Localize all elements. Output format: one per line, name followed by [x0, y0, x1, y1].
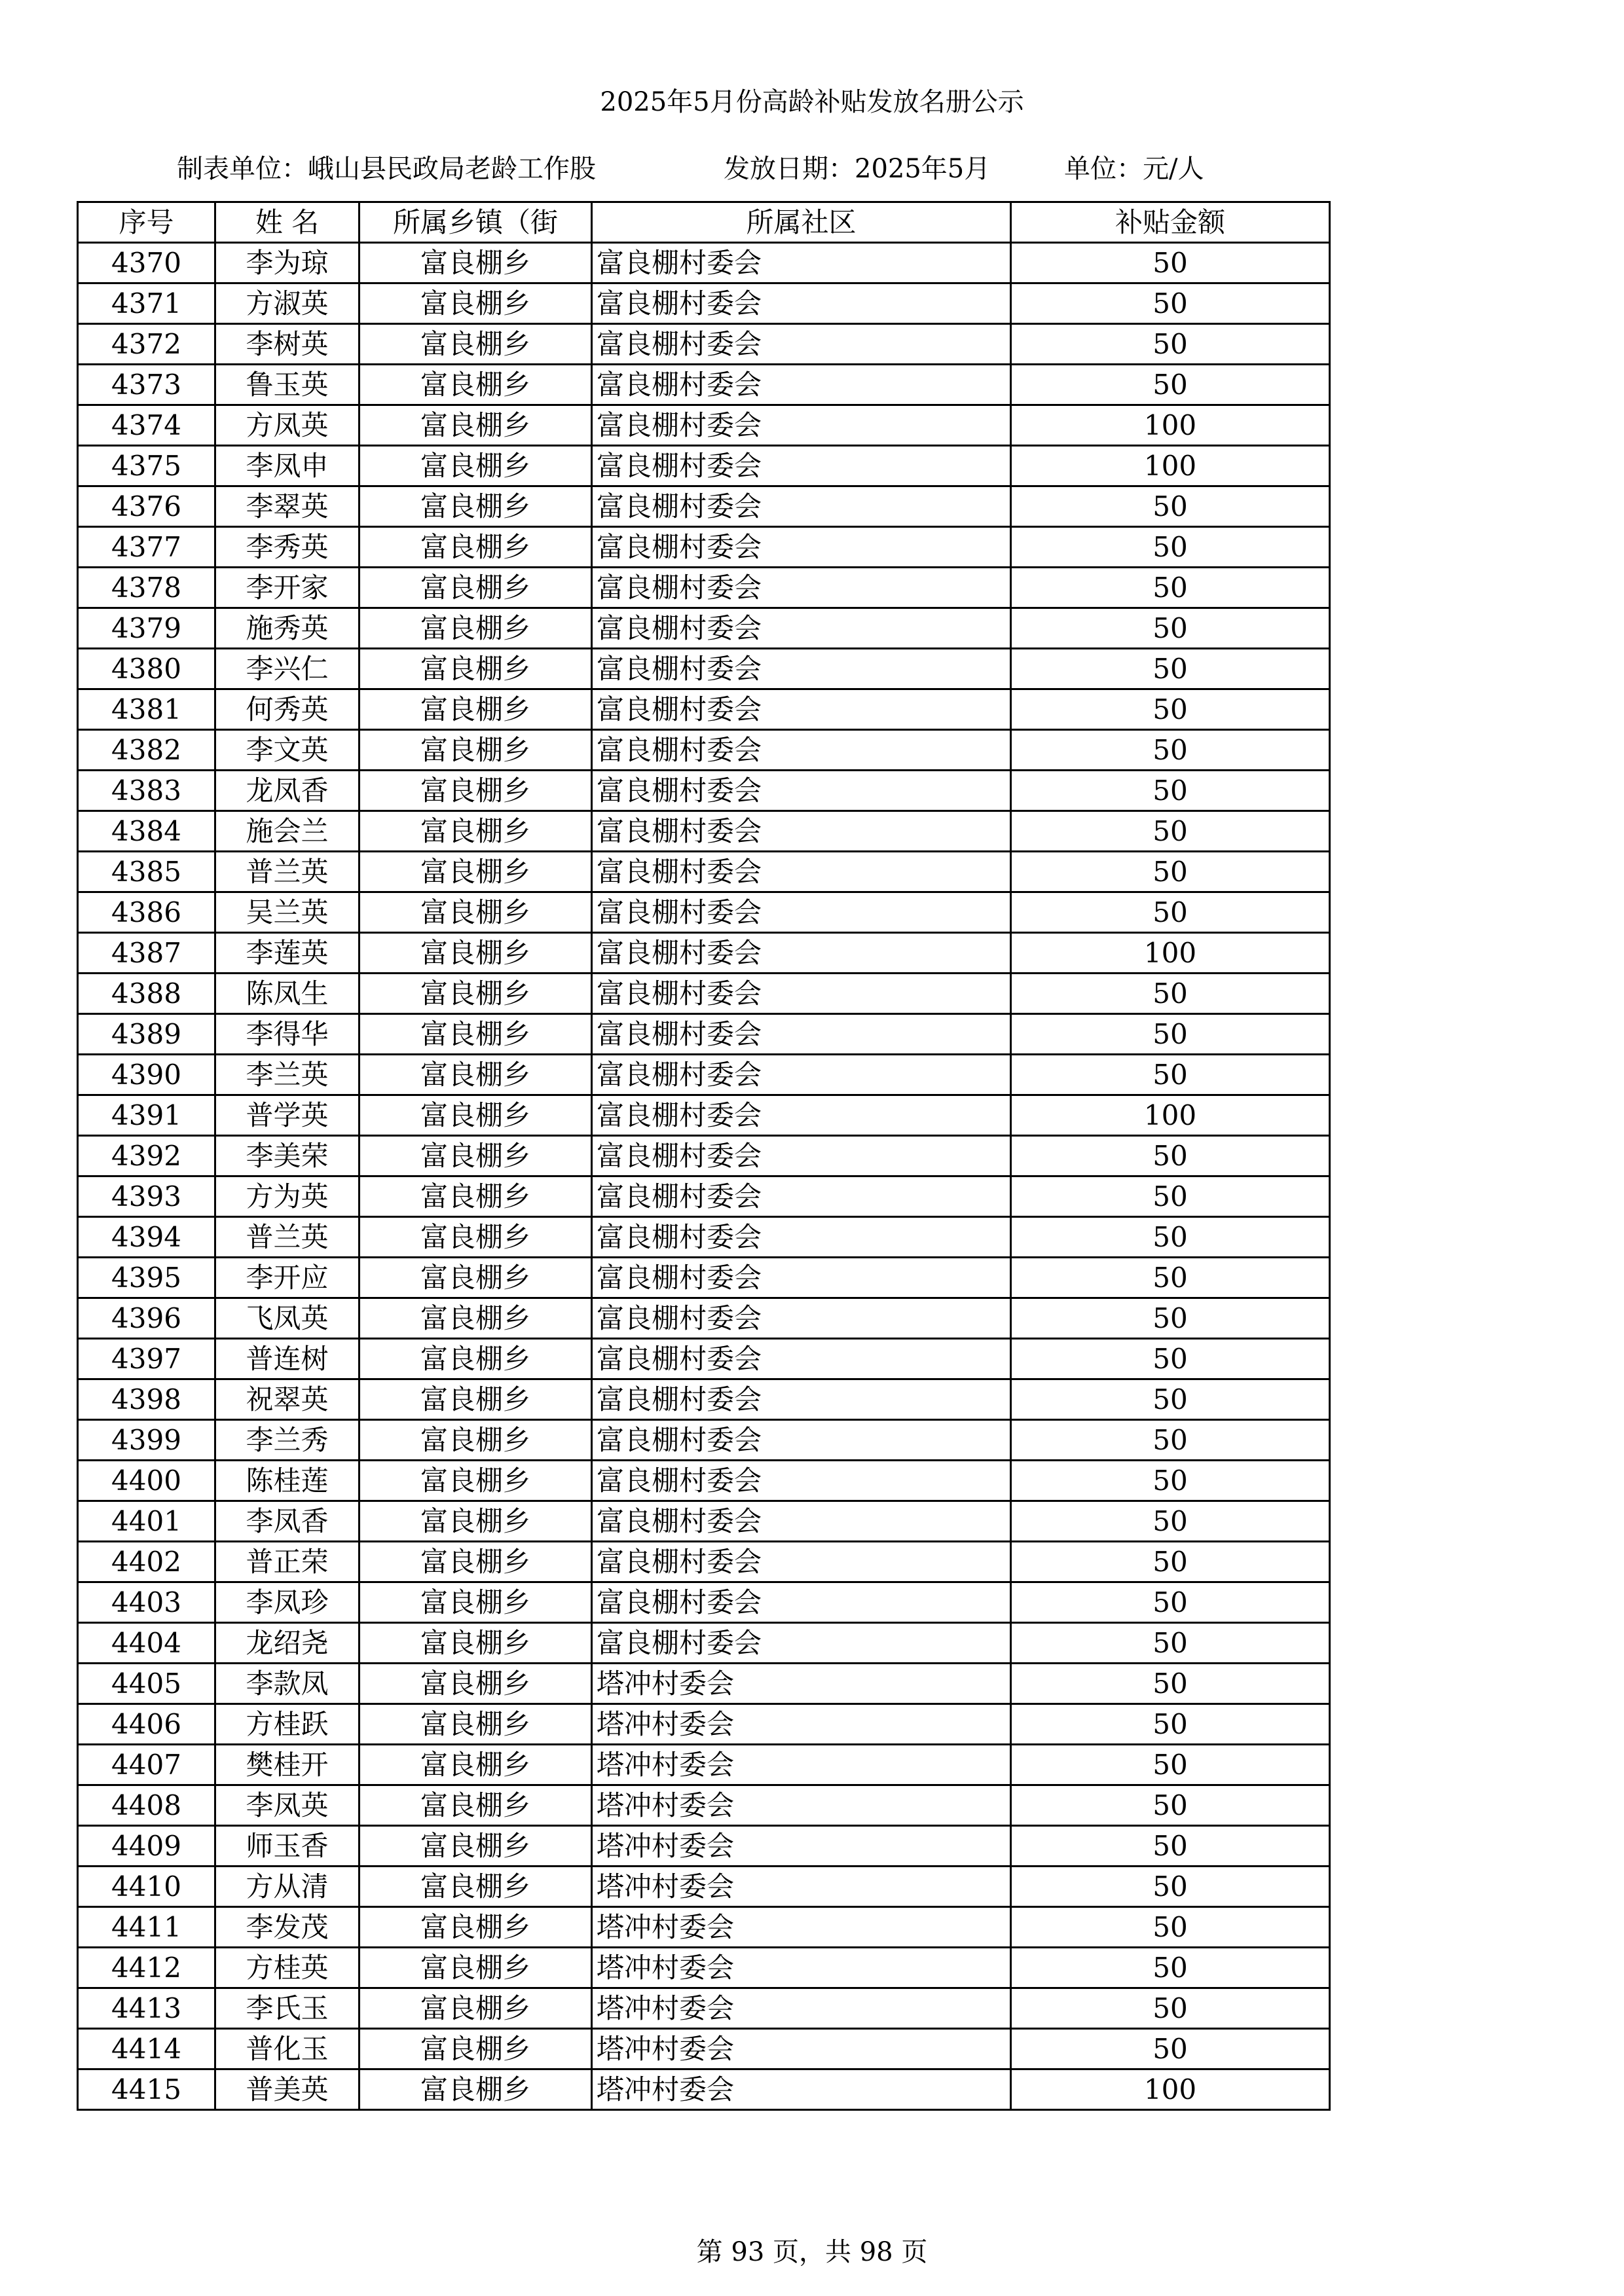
row-town: 富良棚乡 — [360, 1379, 592, 1420]
document-title: 2025年5月份高龄补贴发放名册公示 — [600, 87, 1024, 117]
row-seq: 4399 — [78, 1420, 215, 1461]
row-community: 富良棚村委会 — [592, 1014, 1011, 1055]
row-community: 富良棚村委会 — [592, 1461, 1011, 1501]
row-amount: 50 — [1011, 1217, 1330, 1258]
table-row — [78, 1461, 1330, 1501]
row-name: 普连树 — [215, 1339, 360, 1379]
table-row — [78, 771, 1330, 811]
row-amount: 50 — [1011, 1298, 1330, 1339]
row-amount: 50 — [1011, 1136, 1330, 1176]
row-seq: 4406 — [78, 1704, 215, 1745]
row-seq: 4398 — [78, 1379, 215, 1420]
row-community: 塔冲村委会 — [592, 1826, 1011, 1867]
table-row — [78, 1988, 1330, 2029]
row-name: 方为英 — [215, 1176, 360, 1217]
table-row — [78, 1055, 1330, 1095]
row-community: 富良棚村委会 — [592, 730, 1011, 771]
row-name: 方淑英 — [215, 283, 360, 324]
row-community: 塔冲村委会 — [592, 1664, 1011, 1704]
row-seq: 4384 — [78, 811, 215, 852]
row-seq: 4380 — [78, 649, 215, 689]
row-amount: 100 — [1011, 2069, 1330, 2110]
row-community: 富良棚村委会 — [592, 1055, 1011, 1095]
row-town: 富良棚乡 — [360, 1582, 592, 1623]
row-name: 李开应 — [215, 1258, 360, 1298]
row-community: 富良棚村委会 — [592, 771, 1011, 811]
row-amount: 50 — [1011, 1907, 1330, 1948]
table-row — [78, 1379, 1330, 1420]
table-row — [78, 568, 1330, 608]
row-town: 富良棚乡 — [360, 568, 592, 608]
row-amount: 100 — [1011, 405, 1330, 446]
table-row — [78, 1136, 1330, 1176]
table-row — [78, 1704, 1330, 1745]
row-seq: 4375 — [78, 446, 215, 486]
row-town: 富良棚乡 — [360, 1014, 592, 1055]
row-amount: 50 — [1011, 1379, 1330, 1420]
row-name: 李凤香 — [215, 1501, 360, 1542]
row-community: 富良棚村委会 — [592, 892, 1011, 933]
row-community: 富良棚村委会 — [592, 1623, 1011, 1664]
table-row — [78, 486, 1330, 527]
row-community: 塔冲村委会 — [592, 1745, 1011, 1785]
row-town: 富良棚乡 — [360, 1217, 592, 1258]
row-amount: 50 — [1011, 2029, 1330, 2069]
row-amount: 100 — [1011, 446, 1330, 486]
row-name: 李翠英 — [215, 486, 360, 527]
row-seq: 4379 — [78, 608, 215, 649]
row-seq: 4370 — [78, 243, 215, 283]
row-name: 李为琼 — [215, 243, 360, 283]
row-name: 李凤珍 — [215, 1582, 360, 1623]
row-community: 富良棚村委会 — [592, 1501, 1011, 1542]
row-town: 富良棚乡 — [360, 1867, 592, 1907]
table-row — [78, 1258, 1330, 1298]
row-amount: 50 — [1011, 1461, 1330, 1501]
row-community: 富良棚村委会 — [592, 446, 1011, 486]
row-community: 富良棚村委会 — [592, 1217, 1011, 1258]
row-seq: 4408 — [78, 1785, 215, 1826]
row-name: 李树英 — [215, 324, 360, 365]
row-town: 富良棚乡 — [360, 852, 592, 892]
row-amount: 50 — [1011, 1623, 1330, 1664]
table-row — [78, 243, 1330, 283]
row-name: 李兰秀 — [215, 1420, 360, 1461]
row-amount: 50 — [1011, 730, 1330, 771]
row-name: 方桂跃 — [215, 1704, 360, 1745]
row-seq: 4400 — [78, 1461, 215, 1501]
row-name: 李兴仁 — [215, 649, 360, 689]
table-row — [78, 608, 1330, 649]
row-community: 塔冲村委会 — [592, 1907, 1011, 1948]
row-amount: 50 — [1011, 1867, 1330, 1907]
row-name: 祝翠英 — [215, 1379, 360, 1420]
row-seq: 4412 — [78, 1948, 215, 1988]
row-community: 富良棚村委会 — [592, 243, 1011, 283]
row-amount: 50 — [1011, 568, 1330, 608]
header-seq: 序号 — [78, 202, 215, 243]
row-town: 富良棚乡 — [360, 1988, 592, 2029]
row-name: 陈桂莲 — [215, 1461, 360, 1501]
row-town: 富良棚乡 — [360, 892, 592, 933]
row-town: 富良棚乡 — [360, 1623, 592, 1664]
row-community: 富良棚村委会 — [592, 1420, 1011, 1461]
row-community: 塔冲村委会 — [592, 1867, 1011, 1907]
row-name: 师玉香 — [215, 1826, 360, 1867]
table-row — [78, 1664, 1330, 1704]
row-seq: 4409 — [78, 1826, 215, 1867]
row-name: 李秀英 — [215, 527, 360, 568]
table-row — [78, 446, 1330, 486]
row-amount: 50 — [1011, 1420, 1330, 1461]
row-amount: 50 — [1011, 608, 1330, 649]
row-amount: 50 — [1011, 649, 1330, 689]
row-amount: 50 — [1011, 1664, 1330, 1704]
table-row — [78, 1948, 1330, 1988]
row-name: 李款凤 — [215, 1664, 360, 1704]
row-seq: 4410 — [78, 1867, 215, 1907]
row-amount: 50 — [1011, 243, 1330, 283]
amount-unit: 单位：元/人 — [1064, 154, 1204, 184]
table-row — [78, 1420, 1330, 1461]
row-community: 富良棚村委会 — [592, 568, 1011, 608]
row-community: 富良棚村委会 — [592, 1542, 1011, 1582]
table-row — [78, 1542, 1330, 1582]
row-amount: 50 — [1011, 1542, 1330, 1582]
table-row — [78, 324, 1330, 365]
row-community: 富良棚村委会 — [592, 1176, 1011, 1217]
table-row — [78, 1217, 1330, 1258]
row-name: 吴兰英 — [215, 892, 360, 933]
table-row — [78, 527, 1330, 568]
row-community: 塔冲村委会 — [592, 1988, 1011, 2029]
table-row — [78, 892, 1330, 933]
row-amount: 50 — [1011, 689, 1330, 730]
row-seq: 4383 — [78, 771, 215, 811]
row-town: 富良棚乡 — [360, 1136, 592, 1176]
row-community: 富良棚村委会 — [592, 1339, 1011, 1379]
row-town: 富良棚乡 — [360, 811, 592, 852]
row-amount: 50 — [1011, 1745, 1330, 1785]
row-community: 富良棚村委会 — [592, 689, 1011, 730]
row-community: 富良棚村委会 — [592, 1258, 1011, 1298]
row-seq: 4411 — [78, 1907, 215, 1948]
row-amount: 50 — [1011, 811, 1330, 852]
row-seq: 4395 — [78, 1258, 215, 1298]
row-amount: 50 — [1011, 527, 1330, 568]
table-row — [78, 1339, 1330, 1379]
row-town: 富良棚乡 — [360, 486, 592, 527]
row-amount: 50 — [1011, 1055, 1330, 1095]
row-amount: 50 — [1011, 1176, 1330, 1217]
row-name: 李得华 — [215, 1014, 360, 1055]
row-name: 方从清 — [215, 1867, 360, 1907]
row-amount: 50 — [1011, 974, 1330, 1014]
table-row — [78, 2029, 1330, 2069]
row-community: 富良棚村委会 — [592, 324, 1011, 365]
row-town: 富良棚乡 — [360, 1664, 592, 1704]
row-amount: 50 — [1011, 1501, 1330, 1542]
row-town: 富良棚乡 — [360, 1907, 592, 1948]
row-town: 富良棚乡 — [360, 405, 592, 446]
row-town: 富良棚乡 — [360, 730, 592, 771]
row-seq: 4404 — [78, 1623, 215, 1664]
row-name: 李发茂 — [215, 1907, 360, 1948]
row-name: 方桂英 — [215, 1948, 360, 1988]
row-seq: 4397 — [78, 1339, 215, 1379]
row-name: 樊桂开 — [215, 1745, 360, 1785]
row-amount: 50 — [1011, 1014, 1330, 1055]
row-name: 李莲英 — [215, 933, 360, 974]
row-community: 富良棚村委会 — [592, 1095, 1011, 1136]
row-name: 龙绍尧 — [215, 1623, 360, 1664]
row-name: 方凤英 — [215, 405, 360, 446]
row-community: 富良棚村委会 — [592, 486, 1011, 527]
row-name: 李文英 — [215, 730, 360, 771]
row-seq: 4388 — [78, 974, 215, 1014]
row-community: 富良棚村委会 — [592, 811, 1011, 852]
header-name: 姓 名 — [215, 202, 360, 243]
row-town: 富良棚乡 — [360, 1055, 592, 1095]
row-town: 富良棚乡 — [360, 771, 592, 811]
row-seq: 4391 — [78, 1095, 215, 1136]
row-amount: 50 — [1011, 1582, 1330, 1623]
row-name: 普化玉 — [215, 2029, 360, 2069]
table-row — [78, 405, 1330, 446]
row-amount: 50 — [1011, 1258, 1330, 1298]
row-seq: 4377 — [78, 527, 215, 568]
row-amount: 50 — [1011, 486, 1330, 527]
row-seq: 4372 — [78, 324, 215, 365]
table-row — [78, 1095, 1330, 1136]
table-row — [78, 730, 1330, 771]
table-row — [78, 974, 1330, 1014]
row-seq: 4387 — [78, 933, 215, 974]
row-town: 富良棚乡 — [360, 1948, 592, 1988]
row-community: 塔冲村委会 — [592, 1948, 1011, 1988]
row-amount: 50 — [1011, 1785, 1330, 1826]
row-seq: 4393 — [78, 1176, 215, 1217]
row-town: 富良棚乡 — [360, 1298, 592, 1339]
row-seq: 4403 — [78, 1582, 215, 1623]
row-amount: 50 — [1011, 1704, 1330, 1745]
row-name: 龙凤香 — [215, 771, 360, 811]
row-name: 普学英 — [215, 1095, 360, 1136]
row-name: 施秀英 — [215, 608, 360, 649]
row-town: 富良棚乡 — [360, 933, 592, 974]
table-row — [78, 649, 1330, 689]
row-town: 富良棚乡 — [360, 1461, 592, 1501]
row-seq: 4415 — [78, 2069, 215, 2110]
row-community: 富良棚村委会 — [592, 1379, 1011, 1420]
row-name: 李开家 — [215, 568, 360, 608]
row-community: 塔冲村委会 — [592, 2029, 1011, 2069]
row-name: 何秀英 — [215, 689, 360, 730]
row-seq: 4389 — [78, 1014, 215, 1055]
row-amount: 50 — [1011, 1339, 1330, 1379]
row-amount: 50 — [1011, 1826, 1330, 1867]
table-row — [78, 2069, 1330, 2110]
row-seq: 4371 — [78, 283, 215, 324]
table-row — [78, 933, 1330, 974]
row-community: 塔冲村委会 — [592, 2069, 1011, 2110]
table-row — [78, 1298, 1330, 1339]
row-community: 富良棚村委会 — [592, 649, 1011, 689]
table-row — [78, 1867, 1330, 1907]
table-header-row — [78, 202, 1330, 243]
row-seq: 4382 — [78, 730, 215, 771]
row-amount: 100 — [1011, 933, 1330, 974]
row-town: 富良棚乡 — [360, 1258, 592, 1298]
table-row — [78, 689, 1330, 730]
row-seq: 4392 — [78, 1136, 215, 1176]
row-town: 富良棚乡 — [360, 1542, 592, 1582]
row-amount: 50 — [1011, 1948, 1330, 1988]
row-town: 富良棚乡 — [360, 649, 592, 689]
header-amount: 补贴金额 — [1011, 202, 1330, 243]
table-row — [78, 1623, 1330, 1664]
row-seq: 4390 — [78, 1055, 215, 1095]
table-row — [78, 1745, 1330, 1785]
row-name: 普兰英 — [215, 1217, 360, 1258]
table-row — [78, 1826, 1330, 1867]
row-amount: 50 — [1011, 324, 1330, 365]
row-seq: 4378 — [78, 568, 215, 608]
row-community: 富良棚村委会 — [592, 974, 1011, 1014]
row-community: 富良棚村委会 — [592, 933, 1011, 974]
table-body — [78, 243, 1330, 2110]
row-name: 普美英 — [215, 2069, 360, 2110]
row-town: 富良棚乡 — [360, 1785, 592, 1826]
row-town: 富良棚乡 — [360, 2069, 592, 2110]
row-amount: 50 — [1011, 283, 1330, 324]
row-name: 李美荣 — [215, 1136, 360, 1176]
issue-date: 发放日期：2025年5月 — [724, 154, 991, 184]
row-seq: 4402 — [78, 1542, 215, 1582]
row-community: 富良棚村委会 — [592, 1136, 1011, 1176]
row-community: 富良棚村委会 — [592, 283, 1011, 324]
row-seq: 4405 — [78, 1664, 215, 1704]
row-town: 富良棚乡 — [360, 1826, 592, 1867]
row-name: 施会兰 — [215, 811, 360, 852]
row-amount: 50 — [1011, 771, 1330, 811]
row-amount: 100 — [1011, 1095, 1330, 1136]
row-community: 富良棚村委会 — [592, 405, 1011, 446]
row-town: 富良棚乡 — [360, 1095, 592, 1136]
row-town: 富良棚乡 — [360, 689, 592, 730]
row-amount: 50 — [1011, 852, 1330, 892]
row-seq: 4373 — [78, 365, 215, 405]
row-name: 李凤英 — [215, 1785, 360, 1826]
row-town: 富良棚乡 — [360, 324, 592, 365]
row-seq: 4401 — [78, 1501, 215, 1542]
row-seq: 4376 — [78, 486, 215, 527]
row-name: 陈凤生 — [215, 974, 360, 1014]
table-row — [78, 1176, 1330, 1217]
row-community: 塔冲村委会 — [592, 1785, 1011, 1826]
row-community: 塔冲村委会 — [592, 1704, 1011, 1745]
row-town: 富良棚乡 — [360, 974, 592, 1014]
row-community: 富良棚村委会 — [592, 365, 1011, 405]
row-town: 富良棚乡 — [360, 2029, 592, 2069]
row-town: 富良棚乡 — [360, 527, 592, 568]
table-row — [78, 365, 1330, 405]
row-seq: 4413 — [78, 1988, 215, 2029]
header-town: 所属乡镇（街 — [360, 202, 592, 243]
row-community: 富良棚村委会 — [592, 1298, 1011, 1339]
row-name: 普兰英 — [215, 852, 360, 892]
row-town: 富良棚乡 — [360, 1339, 592, 1379]
row-seq: 4414 — [78, 2029, 215, 2069]
row-seq: 4396 — [78, 1298, 215, 1339]
row-town: 富良棚乡 — [360, 365, 592, 405]
row-name: 李凤申 — [215, 446, 360, 486]
table-row — [78, 283, 1330, 324]
row-seq: 4374 — [78, 405, 215, 446]
row-seq: 4407 — [78, 1745, 215, 1785]
row-name: 李兰英 — [215, 1055, 360, 1095]
row-seq: 4386 — [78, 892, 215, 933]
row-community: 富良棚村委会 — [592, 852, 1011, 892]
row-community: 富良棚村委会 — [592, 608, 1011, 649]
row-community: 富良棚村委会 — [592, 527, 1011, 568]
row-town: 富良棚乡 — [360, 283, 592, 324]
subsidy-roster-table — [77, 201, 1331, 2111]
table-row — [78, 1582, 1330, 1623]
table-row — [78, 852, 1330, 892]
row-town: 富良棚乡 — [360, 243, 592, 283]
table-row — [78, 1501, 1330, 1542]
row-town: 富良棚乡 — [360, 1745, 592, 1785]
row-name: 李氏玉 — [215, 1988, 360, 2029]
row-community: 富良棚村委会 — [592, 1582, 1011, 1623]
row-seq: 4381 — [78, 689, 215, 730]
issuing-unit: 制表单位：峨山县民政局老龄工作股 — [177, 154, 596, 184]
row-name: 普正荣 — [215, 1542, 360, 1582]
row-name: 飞凤英 — [215, 1298, 360, 1339]
table-row — [78, 811, 1330, 852]
page-footer: 第 93 页，共 98 页 — [696, 2237, 928, 2267]
table-row — [78, 1907, 1330, 1948]
row-seq: 4385 — [78, 852, 215, 892]
row-amount: 50 — [1011, 1988, 1330, 2029]
row-seq: 4394 — [78, 1217, 215, 1258]
row-name: 鲁玉英 — [215, 365, 360, 405]
table-row — [78, 1785, 1330, 1826]
row-amount: 50 — [1011, 365, 1330, 405]
row-town: 富良棚乡 — [360, 608, 592, 649]
row-town: 富良棚乡 — [360, 1176, 592, 1217]
row-town: 富良棚乡 — [360, 1501, 592, 1542]
table-row — [78, 1014, 1330, 1055]
row-town: 富良棚乡 — [360, 1704, 592, 1745]
row-town: 富良棚乡 — [360, 446, 592, 486]
header-community: 所属社区 — [592, 202, 1011, 243]
row-amount: 50 — [1011, 892, 1330, 933]
row-town: 富良棚乡 — [360, 1420, 592, 1461]
